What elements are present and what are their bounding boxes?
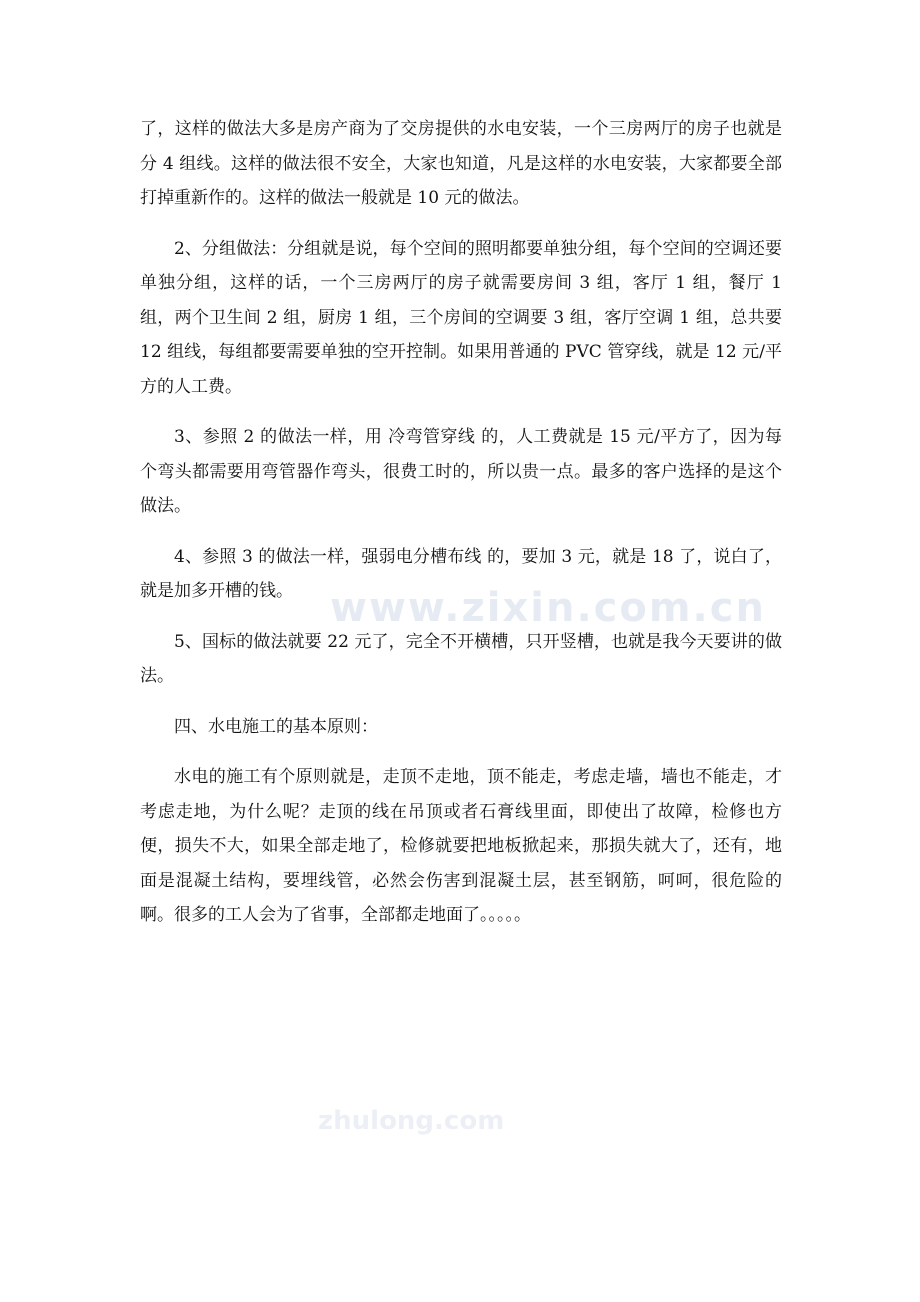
section-heading-4: 四、水电施工的基本原则：: [174, 716, 378, 737]
paragraph-principle: 水电的施工有个原则就是，走顶不走地，顶不能走，考虑走墙，墙也不能走，才考虑走地，为什么呢？走顶的线在吊顶或者石膏线里面，即使出了故障，检修也方便，损失不大，如果全部走地了，检修就要把地板掀起来，那损失就大了，还有，地面是混凝土结构，要埋线管，必然会伤害到混凝土层，甚至钢筋，呵呵，很危险的啊。很多的工人会为了省事，全部都走地面了。。。。。: [140, 767, 782, 925]
paragraph-item-5: 5、国标的做法就要 22 元了，完全不开横槽，只开竖槽，也就是我今天要讲的做法。: [140, 631, 782, 686]
watermark-zhulong: zhulong.com: [318, 1106, 505, 1136]
document-body: [140, 112, 782, 949]
paragraph-item-3: 3、参照 2 的做法一样，用 冷弯管穿线 的，人工费就是 15 元/平方了，因为每个弯头都需要用弯管器作弯头，很费工时的，所以贵一点。最多的客户选择的是这个做法。: [140, 427, 782, 516]
watermark-zixin: www.zixin.com.cn: [330, 585, 766, 631]
paragraph-item-4: 4、参照 3 的做法一样，强弱电分槽布线 的，要加 3 元，就是 18 了，说白了，就是加多开槽的钱。: [140, 546, 782, 601]
paragraph-item-2: 2、分组做法：分组就是说，每个空间的照明都要单独分组，每个空间的空调还要单独分组，这样的话，一个三房两厅的房子就需要房间 3 组，客厅 1 组，餐厅 1 组，两个卫生间 2 组，厨房 1 组，三个房间的空调要 3 组，客厅空调 1 组，总共要 12 组线，每组都要需要单独的空开控制。如果用普通的 PVC 管穿线，就是 12 元/平方的人工费。: [140, 238, 782, 397]
paragraph-continuation: 了，这样的做法大多是房产商为了交房提供的水电安装，一个三房两厅的房子也就是分 4 组线。这样的做法很不安全，大家也知道，凡是这样的水电安装，大家都要全部打掉重新作的。这样的做法一般就是 10 元的做法。: [140, 119, 782, 208]
